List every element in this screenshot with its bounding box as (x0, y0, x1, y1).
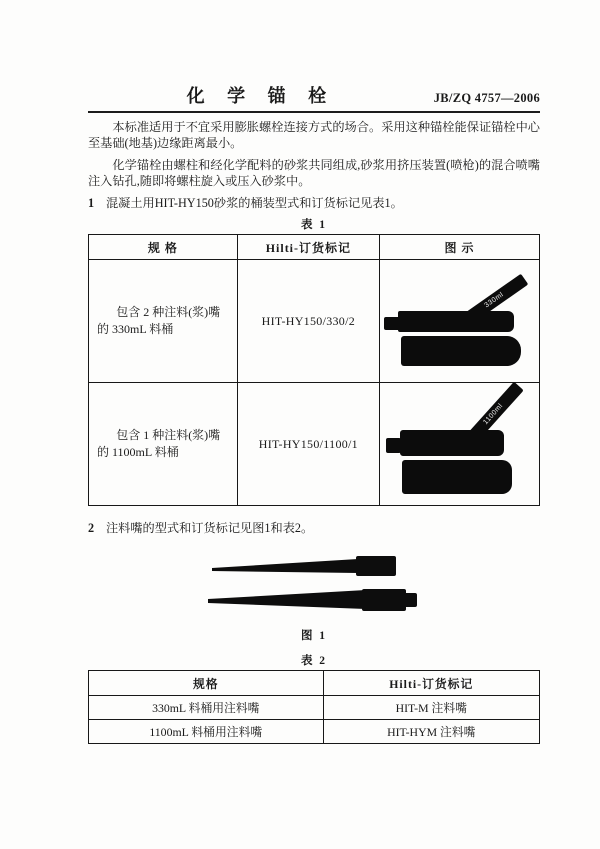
table1-row1-illustration (379, 260, 539, 383)
clause-1-text: 混凝土用HIT-HY150砂浆的桶装型式和订货标记见表1。 (106, 196, 403, 210)
cartridge-volume-tag: 330ml (483, 291, 506, 310)
figure1-caption: 图 1 (300, 630, 328, 642)
table1-caption: 表 1 (300, 219, 328, 231)
table-row (89, 383, 540, 506)
injection-nozzles-image (208, 552, 420, 616)
table2-row1-code: HIT-M 注料嘴 (323, 696, 539, 720)
table1-row1-spec: 包含 2 种注料(浆)嘴的 330mL 料桶 (89, 260, 238, 383)
figure1 (88, 552, 540, 643)
table1 (88, 234, 540, 506)
clause-2-number: 2 (88, 521, 95, 535)
cartridge-330-image (384, 271, 534, 371)
table2-header-code: Hilti-订货标记 (323, 671, 539, 696)
intro-paragraph-2: 化学锚栓由螺柱和经化学配料的砂浆共同组成,砂浆用挤压装置(喷枪)的混合喷嘴注入钻孔,随即将螺柱旋入或压入砂浆中。 (88, 158, 540, 188)
table1-header-spec: 规 格 (89, 235, 238, 260)
cartridge-upper-tube (400, 430, 504, 456)
cartridge-lower-tube (401, 336, 521, 366)
table2-row1-spec: 330mL 料桶用注料嘴 (89, 696, 324, 720)
cartridge-end-cap (384, 317, 400, 330)
clause-2-text: 注料嘴的型式和订货标记见图1和表2。 (106, 521, 314, 535)
table2 (88, 670, 540, 744)
table1-row2-code: HIT-HY150/1100/1 (237, 383, 379, 506)
table-row (89, 696, 540, 720)
table1-header-code: Hilti-订货标记 (237, 235, 379, 260)
table2-row2-spec: 1100mL 料桶用注料嘴 (89, 720, 324, 744)
cartridge-lower-tube (402, 460, 512, 494)
table1-header-row (89, 235, 540, 260)
page-title: 化 学 锚 栓 (186, 86, 336, 106)
table2-caption: 表 2 (300, 655, 328, 667)
page-content (88, 0, 540, 744)
table2-row2-code: HIT-HYM 注料嘴 (323, 720, 539, 744)
clause-1 (88, 196, 540, 211)
cartridge-1100-image (384, 394, 534, 494)
table-row (89, 260, 540, 383)
intro-paragraph-1: 本标准适用于不宜采用膨胀螺栓连接方式的场合。采用这种锚栓能保证锚栓中心至基础(地基)边缘距离最小。 (88, 120, 540, 150)
cartridge-end-cap (386, 438, 401, 453)
table1-row2-spec: 包含 1 种注料(浆)嘴的 1100mL 料桶 (89, 383, 238, 506)
table2-header-row (89, 671, 540, 696)
table1-header-illustration: 图 示 (379, 235, 539, 260)
standard-number: JB/ZQ 4757—2006 (433, 91, 540, 105)
clause-1-number: 1 (88, 196, 95, 210)
table2-header-spec: 规格 (89, 671, 324, 696)
table1-row1-code: HIT-HY150/330/2 (237, 260, 379, 383)
cartridge-upper-tube (398, 311, 514, 332)
clause-2 (88, 521, 540, 536)
document-header (88, 82, 540, 113)
table-row (89, 720, 540, 744)
table1-row2-illustration (379, 383, 539, 506)
cartridge-volume-tag: 1100ml (482, 402, 505, 427)
